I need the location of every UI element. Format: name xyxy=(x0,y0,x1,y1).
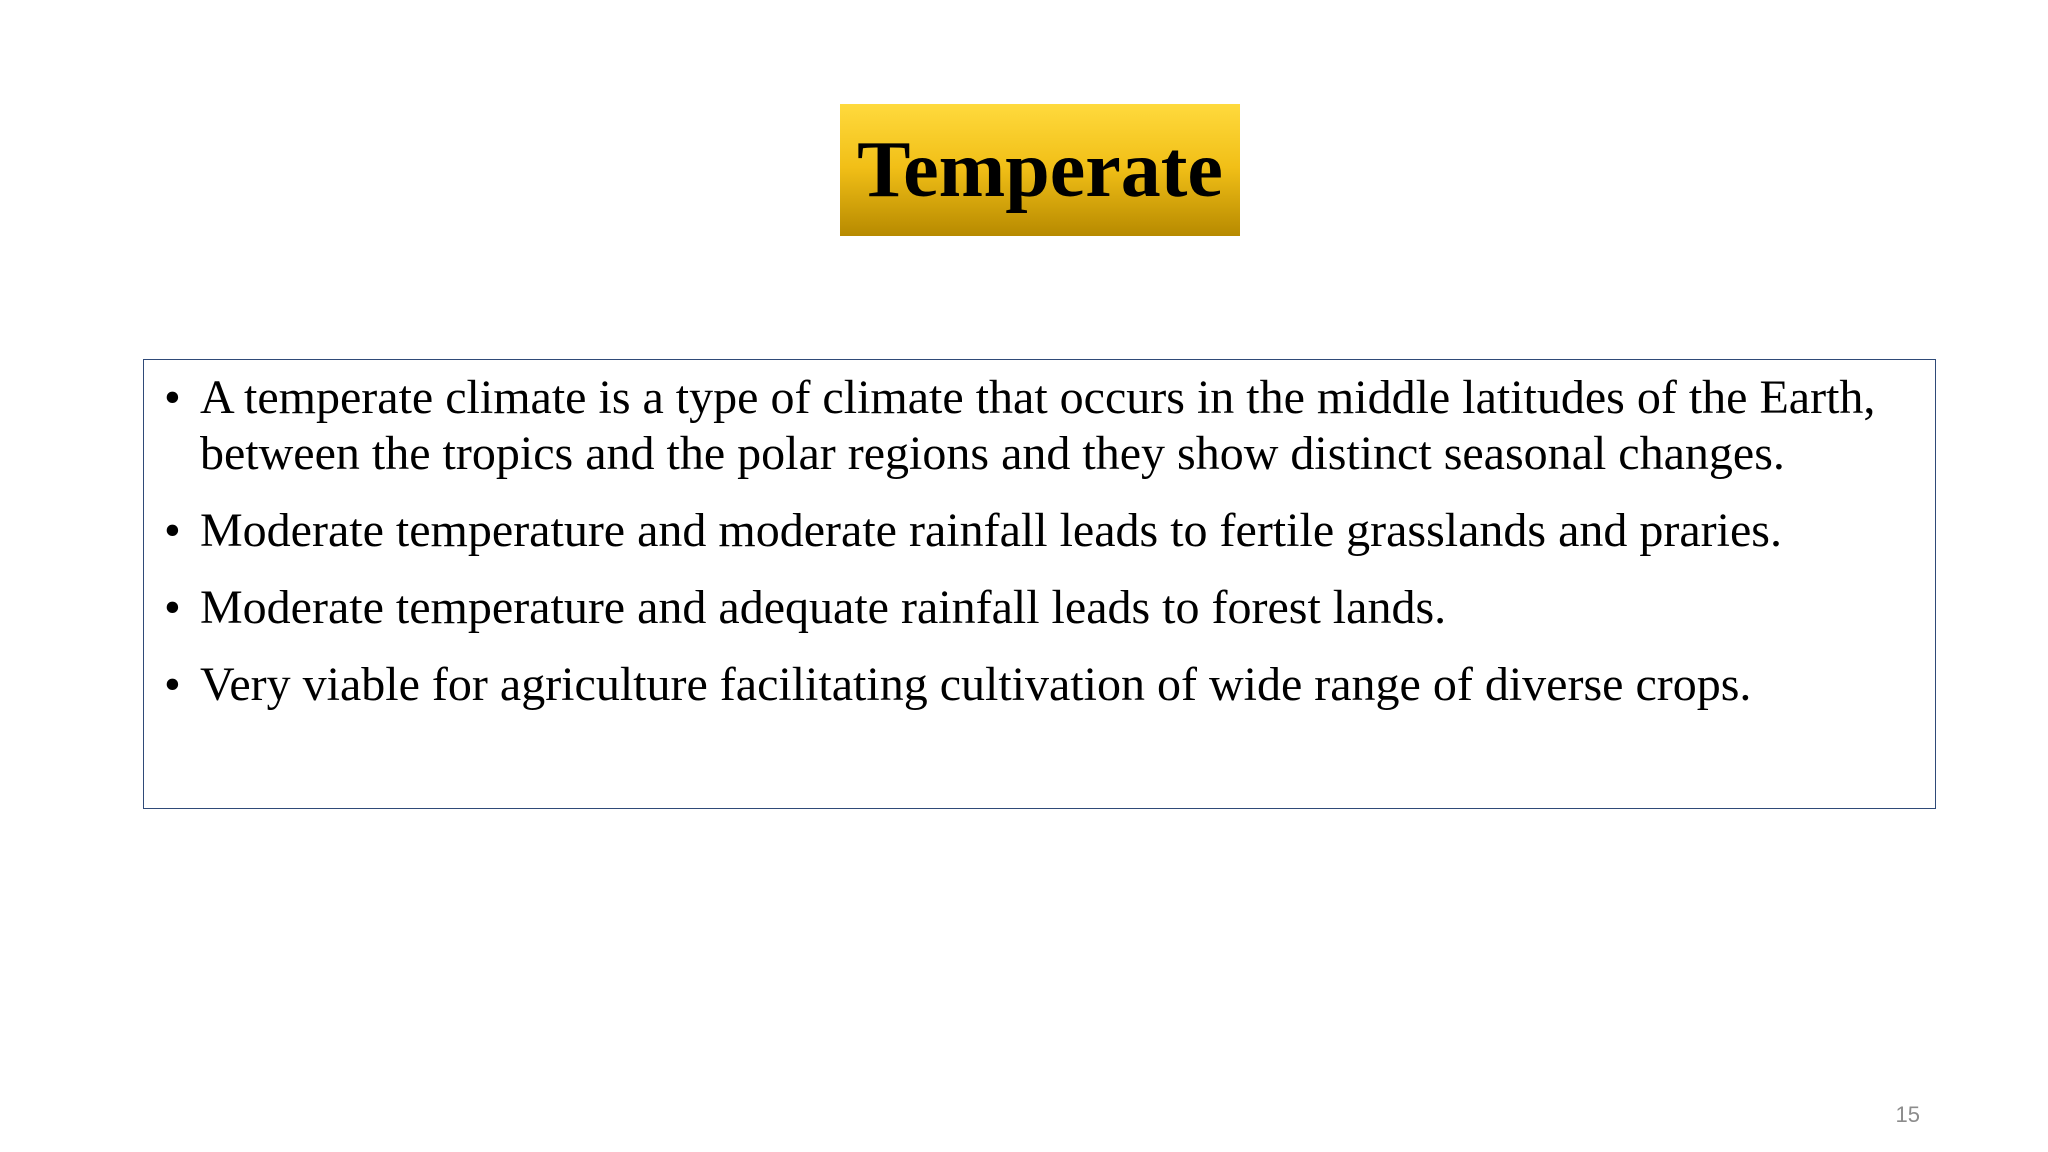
bullet-item xyxy=(154,503,1921,559)
page-number: 15 xyxy=(1895,1102,1920,1127)
bullet-text: Very viable for agriculture facilitating cultivation of wide range of diverse crops. xyxy=(200,658,1752,711)
bullet-text: Moderate temperature and adequate rainfall leads to forest lands. xyxy=(200,581,1447,634)
bullet-item xyxy=(154,657,1921,713)
bullet-item xyxy=(154,370,1921,482)
bullet-text: A temperate climate is a type of climate that occurs in the middle latitudes of the Earth, between the tropics and the polar regions and they show distinct seasonal changes. xyxy=(200,371,1876,480)
content-box xyxy=(143,359,1936,809)
bullet-list xyxy=(154,370,1921,734)
slide-title: Temperate xyxy=(857,126,1223,214)
bullet-text: Moderate temperature and moderate rainfall leads to fertile grasslands and praries. xyxy=(200,504,1782,557)
bullet-dot-icon: • xyxy=(164,371,181,424)
title-box xyxy=(840,104,1240,236)
bullet-dot-icon: • xyxy=(164,504,181,557)
bullet-dot-icon: • xyxy=(164,581,181,634)
bullet-item xyxy=(154,580,1921,636)
bullet-dot-icon: • xyxy=(164,658,181,711)
